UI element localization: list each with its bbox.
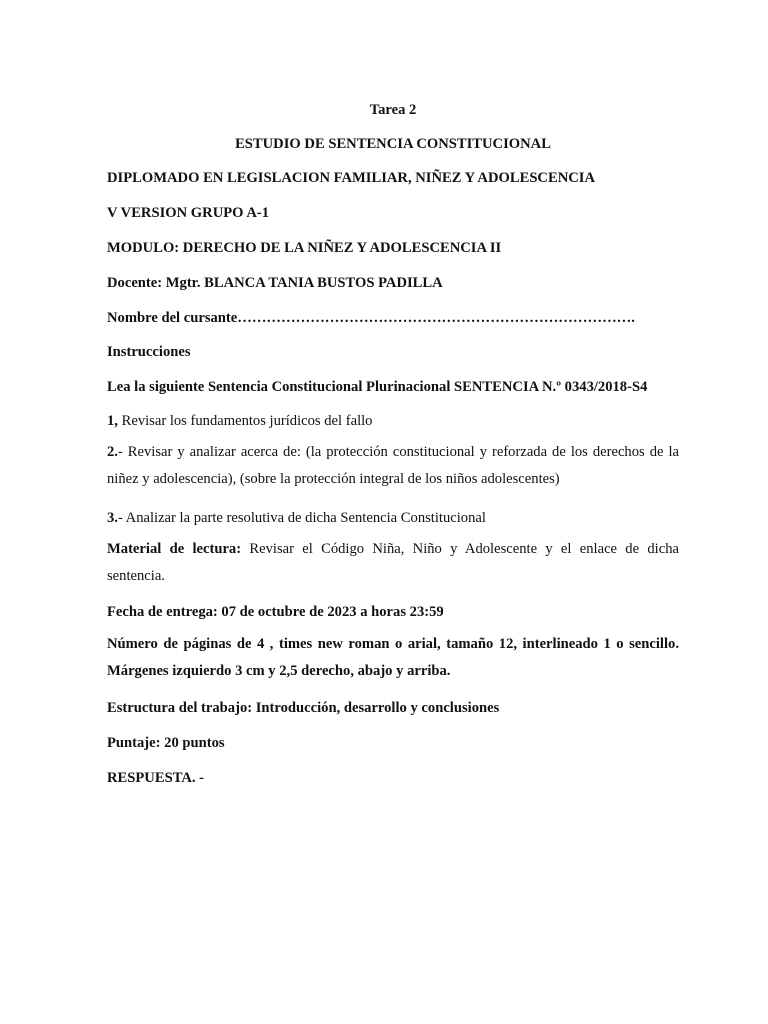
item-number: 3. xyxy=(107,510,118,526)
instruction-item-2 xyxy=(107,439,679,493)
version-group: V VERSION GRUPO A-1 xyxy=(107,205,270,221)
answer-heading: RESPUESTA. - xyxy=(107,770,205,786)
instruction-item-1 xyxy=(107,412,679,430)
instructions-heading: Instrucciones xyxy=(107,344,191,360)
item-text: - Analizar la parte resolutiva de dicha Sentencia Constitucional xyxy=(117,510,486,526)
reading-material xyxy=(107,536,679,590)
item-text: Revisar los fundamentos jurídicos del fallo xyxy=(117,413,373,429)
format-requirements xyxy=(107,631,679,685)
format-requirements-line-1: Número de páginas de 4 , times new roman o arial, tamaño 12, interlineado 1 o sencillo. xyxy=(107,636,679,652)
format-requirements-line-2: Márgenes izquierdo 3 cm y 2,5 derecho, abajo y arriba. xyxy=(107,663,451,679)
study-title: ESTUDIO DE SENTENCIA CONSTITUCIONAL xyxy=(235,136,551,152)
instruction-item-3 xyxy=(107,509,679,527)
item-number: 1, xyxy=(107,413,118,429)
item-text-continued: niñez y adolescencia), (sobre la protección integral de los niños adolescentes) xyxy=(107,471,560,487)
teacher-line: Docente: Mgtr. BLANCA TANIA BUSTOS PADILLA xyxy=(107,275,443,291)
item-text: - Revisar y analizar acerca de: (la protección constitucional y reforzada de los derechos de la xyxy=(117,444,679,460)
read-sentence-line: Lea la siguiente Sentencia Constitucional Plurinacional SENTENCIA N.º 0343/2018-S4 xyxy=(107,379,648,395)
due-date-line: Fecha de entrega: 07 de octubre de 2023 a horas 23:59 xyxy=(107,604,444,620)
reading-material-text: Revisar el Código Niña, Niño y Adolescente y el enlace de dicha xyxy=(241,541,679,557)
item-number: 2. xyxy=(107,444,118,460)
module-heading: MODULO: DERECHO DE LA NIÑEZ Y ADOLESCENCIA II xyxy=(107,240,502,256)
reading-material-text-continued: sentencia. xyxy=(107,568,165,584)
reading-material-label: Material de lectura: xyxy=(107,541,242,557)
structure-line: Estructura del trabajo: Introducción, desarrollo y conclusiones xyxy=(107,700,500,716)
student-name-line: Nombre del cursante………………………………………………………………………. xyxy=(107,310,635,326)
assignment-title: Tarea 2 xyxy=(369,102,417,118)
score-line: Puntaje: 20 puntos xyxy=(107,735,225,751)
diploma-heading: DIPLOMADO EN LEGISLACION FAMILIAR, NIÑEZ Y ADOLESCENCIA xyxy=(107,170,596,186)
